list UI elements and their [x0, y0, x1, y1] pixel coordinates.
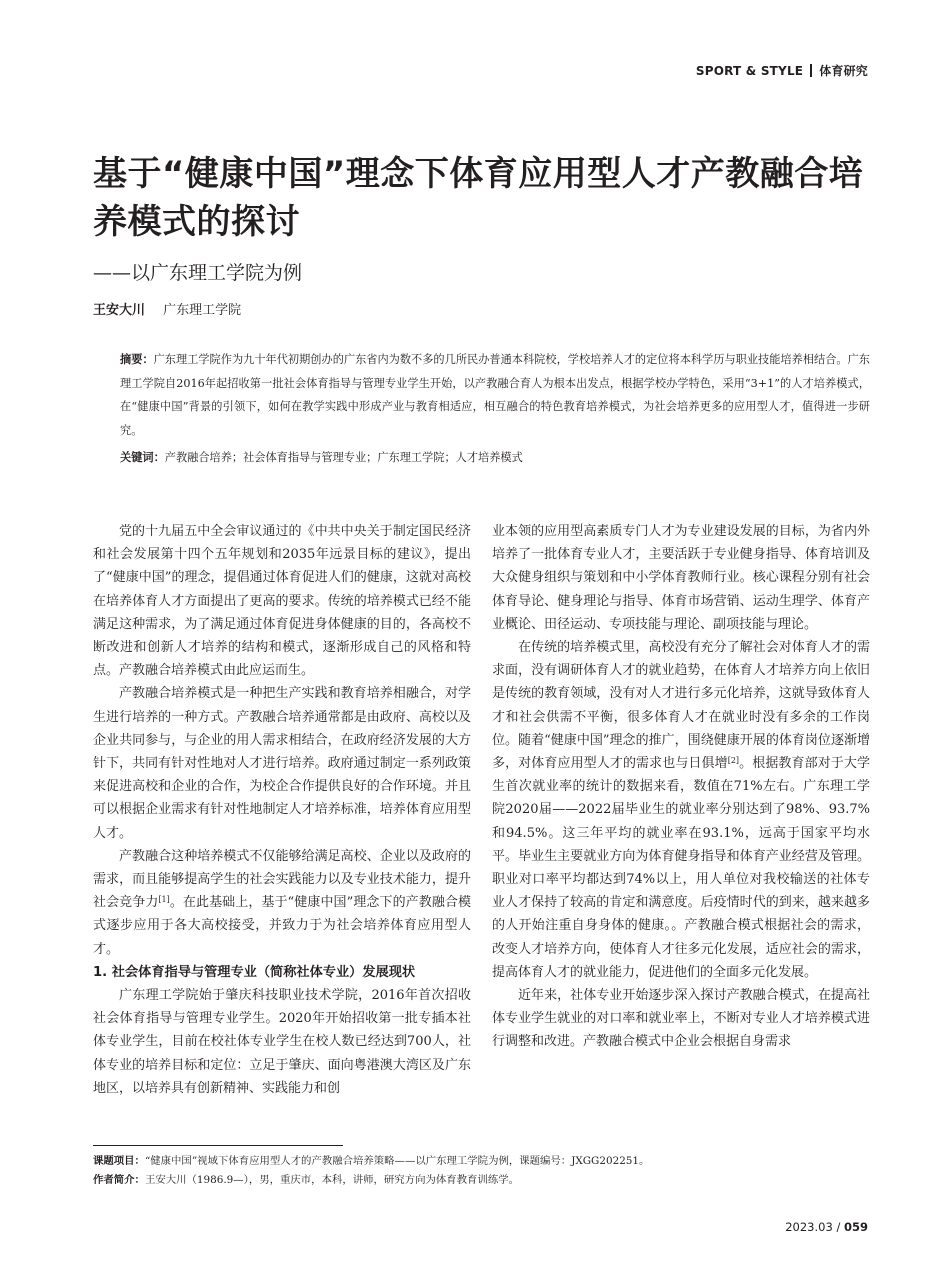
keywords-text: 产教融合培养；社会体育指导与管理专业；广东理工学院；人才培养模式 — [164, 451, 523, 464]
journal-name: SPORT & STYLE — [695, 63, 804, 78]
citation-ref: [1] — [158, 895, 170, 905]
paragraph-text: 产教融合这种培养模式不仅能够给满足高校、企业以及政府的需求，而且能够提高学生的社会实践能力以及专业技术能力，提升社会竞争力 — [93, 848, 471, 911]
paragraph-text: 。根据教育部对于大学生首次就业率的统计的数据来看，数值在71%左右。广东理工学院2020届——2022届毕业生的就业率分别达到了98%、93.7%和94.5%。这三年平均的就业率在93.1%，远高于国家平均水平。毕业生主要就业方向为体育健身指导和体育产业经营及管理。职业对口率平均都达到74%以上，用人单位对我校输送的社体专业人才保持了较高的肯定和满意度。后疫情时代的到来，越来越多的人开始注重自身身体的健康。。产教融合模式根据社会的需求，改变人才培养方向，使体育人才往多元化发展，适应社会的需求，提高体育人才的就业能力，促进他们的全面多元化发展。 — [492, 756, 870, 980]
page-number-value: 059 — [843, 1220, 868, 1234]
paragraph — [492, 636, 870, 984]
left-column — [93, 520, 471, 1100]
journal-header — [696, 62, 868, 79]
project-text: “健康中国”视域下体育应用型人才的产教融合培养策略——以广东理工学院为例，课题编号：JXGG202251。 — [144, 1155, 650, 1167]
byline — [93, 299, 241, 318]
project-footnote — [93, 1152, 883, 1171]
paragraph: 业本领的应用型高素质专门人才为专业建设发展的目标，为省内外培养了一批体育专业人才，主要活跃于专业健身指导、体育培训及大众健身组织与策划和中小学体育教师行业。核心课程分别有社会体育导论、健身理论与指导、体育市场营销、运动生理学、体育产业概论、田径运动、专项技能与理论、副项技能与理论。 — [492, 524, 870, 632]
abstract-text: 广东理工学院作为九十年代初期创办的广东省内为数不多的几所民办普通本科院校，学校培养人才的定位将本科学历与职业技能培养相结合。广东理工学院自2016年起招收第一批社会体育指导与管理专业学生开始，以产教融合育人为根本出发点，根据学校办学特色，采用“3+1”的人才培养模式，在“健康中国”背景的引领下，如何在教学实践中形成产业与教育相适应，相互融合的特色教育培养模式，为社会培养更多的应用型人才，值得进一步研究。 — [120, 353, 870, 437]
paragraph: 党的十九届五中全会审议通过的《中共中央关于制定国民经济和社会发展第十四个五年规划和2035年远景目标的建议》，提出了“健康中国”的理念，提倡通过体育促进人们的健康，这就对高校在培养体育人才方面提出了更高的要求。传统的培养模式已经不能满足这种需求，为了满足通过体育促进身体健康的目的，各高校不断改进和创新人才培养的结构和模式，逐渐形成自己的风格和特点。产教融合培养模式由此应运而生。 — [93, 524, 471, 679]
project-label: 课题项目： — [93, 1155, 145, 1167]
right-column — [492, 520, 870, 1054]
author-bio-text: 王安大川（1986.9—），男，重庆市，本科，讲师，研究方向为体育教育训练学。 — [144, 1174, 519, 1186]
abstract-label: 摘要： — [120, 353, 154, 366]
paragraph: 产教融合培养模式是一种把生产实践和教育培养相融合，对学生进行培养的一种方式。产教融合培养通常都是由政府、高校以及企业共同参与，与企业的用人需求相结合，在政府经济发展的大方针下，共同有针对性地对人才进行培养。政府通过制定一系列政策来促进高校和企业的合作，为校企合作提供良好的合作环境。并且可以根据企业需求有针对性地制定人才培养标准，培养体育应用型人才。 — [93, 686, 471, 841]
issue-label: 2023.03 / — [785, 1220, 841, 1234]
abstract — [120, 348, 870, 442]
paragraph-text: 在传统的培养模式里，高校没有充分了解社会对体育人才的需求面，没有调研体育人才的就业趋势，在体育人才培养方向上依旧是传统的教育领域，没有对人才进行多元化培养，这就导致体育人才和社会供需不平衡，很多体育人才在就业时没有多余的工作岗位。随着“健康中国”理念的推广，围绕健康开展的体育岗位逐渐增多，对体育应用型人才的需求也与日俱增 — [492, 640, 870, 772]
keywords — [120, 448, 870, 468]
author-affiliation: 广东理工学院 — [163, 303, 242, 318]
article-title: 基于“健康中国”理念下体育应用型人才产教融合培养模式的探讨 — [93, 154, 864, 242]
section-name: 体育研究 — [819, 64, 868, 78]
paragraph-text: 。在此基础上，基于“健康中国”理念下的产教融合模式逐步应用于各大高校接受，并致力于为社会培养体育应用型人才。 — [93, 895, 471, 957]
paragraph: 近年来，社体专业开始逐步深入探讨产教融合模式，在提高社体专业学生就业的对口率和就业率上，不断对专业人才培养模式进行调整和改进。产教融合模式中企业会根据自身需求 — [492, 988, 870, 1050]
footnote-divider — [93, 1145, 343, 1146]
header-divider — [810, 64, 812, 77]
section-heading: 1. 社会体育指导与管理专业（简称社体专业）发展现状 — [93, 964, 416, 980]
author-footnote — [93, 1171, 883, 1190]
page-number — [785, 1220, 868, 1234]
footnotes — [93, 1152, 883, 1190]
article-subtitle: ——以广东理工学院为例 — [93, 262, 303, 284]
keywords-label: 关键词： — [120, 451, 165, 464]
citation-ref: [2] — [727, 756, 740, 766]
author-name: 王安大川 — [93, 303, 146, 318]
paragraph — [93, 845, 471, 961]
author-bio-label: 作者简介： — [93, 1174, 145, 1186]
paragraph: 广东理工学院始于肇庆科技职业技术学院，2016年首次招收社会体育指导与管理专业学生。2020年开始招收第一批专插本社体专业学生，目前在校社体专业学生在校人数已经达到700人，社体专业的培养目标和定位：立足于肇庆、面向粤港澳大湾区及广东地区，以培养具有创新精神、实践能力和创 — [93, 988, 471, 1096]
